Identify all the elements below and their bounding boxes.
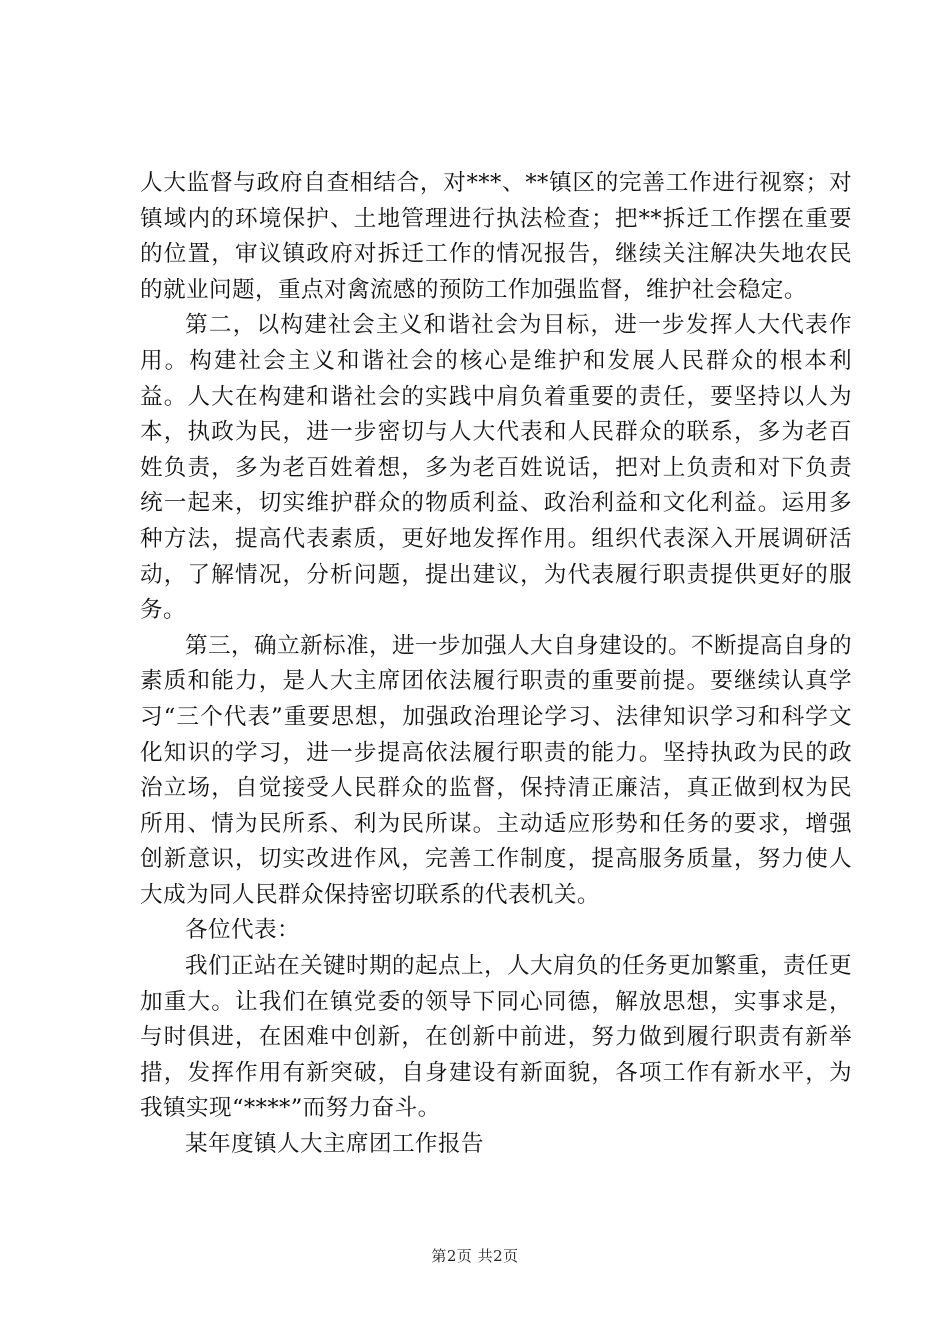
paragraph-third-point: 第三，确立新标准，进一步加强人大自身建设的。不断提高自身的素质和能力，是人大主席团依法履行职责的重要前提。要继续认真学习“三个代表”重要思想，加强政治理论学习、法律知识学习和科学文化知识的学习，进一步提高依法履行职责的能力。坚持执政为民的政治立场，自觉接受人民群众的监督，保持清正廉洁，真正做到权为民所用、情为民所系、利为民所谋。主动适应形势和任务的要求，增强创新意识，切实改进作风，完善工作制度，提高服务质量，努力使人大成为同人民群众保持密切联系的代表机关。	[140, 632, 852, 908]
paragraph-report-title: 某年度镇人大主席团工作报告	[185, 1131, 484, 1158]
paragraph-continuation: 人大监督与政府自查相结合，对***、**镇区的完善工作进行视察；对镇域内的环境保护、土地管理进行执法检查；把**拆迁工作摆在重要的位置，审议镇政府对拆迁工作的情况报告，继续关注解决失地农民的就业问题，重点对禽流感的预防工作加强监督，维护社会稳定。	[140, 170, 852, 303]
paragraph-second-point: 第二，以构建社会主义和谐社会为目标，进一步发挥人大代表作用。构建社会主义和谐社会的核心是维护和发展人民群众的根本利益。人大在构建和谐社会的实践中肩负着重要的责任，要坚持以人为本，执政为民，进一步密切与人大代表和人民群众的联系，多为老百姓负责，多为老百姓着想，多为老百姓说话，把对上负责和对下负责统一起来，切实维护群众的物质利益、政治利益和文化利益。运用多种方法，提高代表素质，更好地发挥作用。组织代表深入开展调研活动，了解情况，分析问题，提出建议，为代表履行职责提供更好的服务。	[140, 312, 852, 624]
paragraph-salutation: 各位代表：	[185, 917, 300, 944]
paragraph-closing: 我们正站在关键时期的起点上，人大肩负的任务更加繁重，责任更加重大。让我们在镇党委的领导下同心同德，解放思想，实事求是，与时俱进，在困难中创新，在创新中前进，努力做到履行职责有新举措，发挥作用有新突破，自身建设有新面貌，各项工作有新水平，为我镇实现“****”而努力奋斗。	[140, 953, 852, 1122]
page-footer: 第2页 共2页	[431, 1247, 519, 1265]
document-body	[140, 166, 852, 1163]
